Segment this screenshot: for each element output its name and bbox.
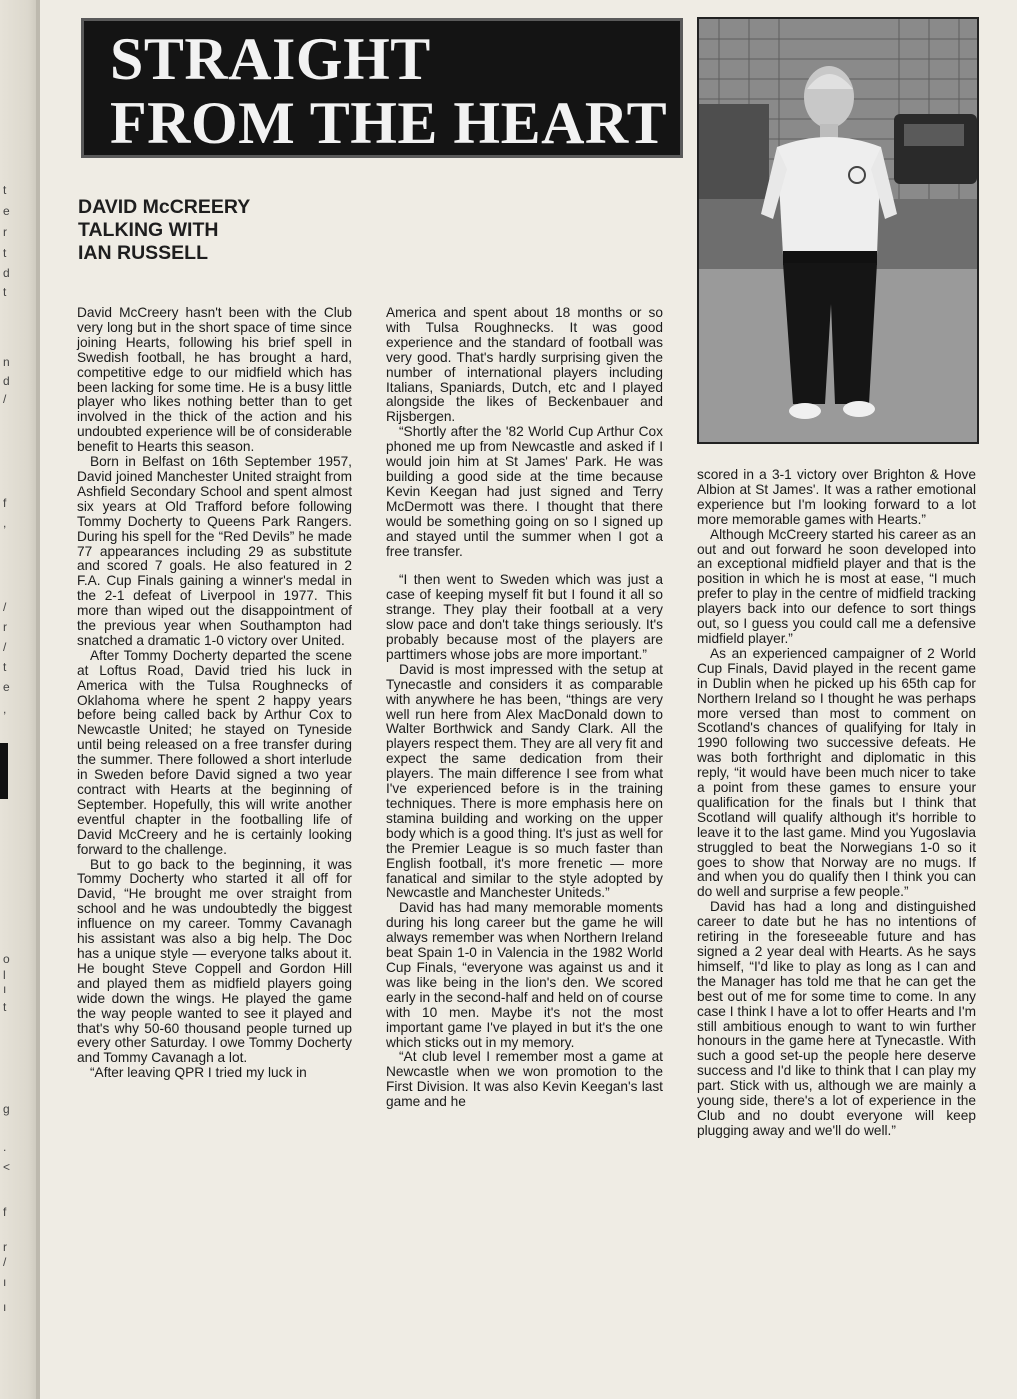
- article-column-1: [77, 306, 352, 1081]
- facing-page-letter: t: [3, 1000, 7, 1014]
- article-paragraph: America and spent about 18 months or so with Tulsa Roughnecks. It was good experience and the standard of football was very good. That's hardly surprising given the number of international players including Italians, Spaniards, Dutch, etc and I played alongside the likes of Beckenbauer and Rijsbergen.: [386, 305, 663, 425]
- facing-page-letter: /: [3, 600, 7, 614]
- article-column-2: [386, 306, 663, 1110]
- facing-page-letter: ,: [3, 516, 7, 530]
- facing-page-letter: .: [3, 1140, 7, 1154]
- binding-shadow: [36, 0, 40, 1399]
- facing-page-letter: r: [3, 1240, 7, 1254]
- article-paragraph: “I then went to Sweden which was just a case of keeping myself fit but I found it all so strange. They play their football at a very slow pace and don't take things seriously. It's probably because most of the players are parttimers whose jobs are more important.”: [386, 572, 663, 662]
- player-photo: [697, 17, 979, 444]
- facing-page-black-bar: [0, 743, 8, 799]
- facing-page-letter: ı: [3, 1300, 7, 1314]
- facing-page-letter: t: [3, 660, 7, 674]
- title-line-1: STRAIGHT: [110, 26, 431, 92]
- facing-page-letter: e: [3, 680, 10, 694]
- facing-page-letter: r: [3, 225, 7, 239]
- facing-page-letter: /: [3, 1255, 7, 1269]
- article-paragraph: As an experienced campaigner of 2 World Cup Finals, David played in the recent game in Dublin when he picked up his 65th cap for Northern Ireland so I thought he was perhaps more versed than most to comment on Scotland's chances of qualifying for Italy in 1990 following two successive defeats. He was both forthright and diplomatic in this reply, “it would have been much nicer to take a point from these games to ensure your qualification for the finals but I think that Scotland will qualify although it's horrible to leave it to the last game. Mind you Yugoslavia struggled to beat the Norwegians 1-0 so it goes to show that Norway are no mugs. If and when you do qualify then I think you can do well and surprise a few people.”: [697, 645, 976, 900]
- facing-page-letter: o: [3, 952, 10, 966]
- byline-line: TALKING WITH: [78, 219, 219, 241]
- facing-page-letter: f: [3, 1205, 7, 1219]
- byline-line: IAN RUSSELL: [78, 242, 209, 264]
- article-paragraph: David has had many memorable moments during his long career but the game he will always remember was when Northern Ireland beat Spain 1-0 in Valencia in the 1982 World Cup Finals, “everyone was against us and it was like being in the lion's den. We scored early in the second-half and held on of course with 10 men. Maybe it's not the most important game I've played in but it's the one which sticks out in my memory.: [386, 900, 663, 1050]
- facing-page-letter: <: [3, 1160, 11, 1174]
- facing-page-letter: t: [3, 183, 7, 197]
- title-line-2: FROM THE HEART: [110, 90, 668, 156]
- byline-line: DAVID McCREERY: [78, 196, 251, 218]
- facing-page-letter: d: [3, 266, 10, 280]
- article-paragraph: David McCreery hasn't been with the Club very long but in the short space of time since joining Hearts, following his brief spell in Swedish football, he has brought a hard, competitive edge to our midfield which has been lacking for some time. He is a busy little player who likes nothing better than to get involved in the thick of the action and his undoubted experience will be of considerable benefit to Hearts this season.: [77, 305, 352, 455]
- facing-page-letter: ı: [3, 1275, 7, 1289]
- facing-page-letter: ,: [3, 702, 7, 716]
- facing-page-letter: f: [3, 496, 7, 510]
- byline: [78, 196, 378, 265]
- facing-page-letter: g: [3, 1102, 10, 1116]
- article-paragraph: “After leaving QPR I tried my luck in: [90, 1065, 307, 1081]
- facing-page-letter: t: [3, 285, 7, 299]
- article-paragraph: But to go back to the beginning, it was Tommy Docherty who started it all off for David, “He brought me over straight from school and he was undoubtedly the biggest influence on my career. Tommy Cavanagh his assistant was also a big help. The Doc has a unique style — everyone talks about it. He bought Steve Coppell and Gordon Hill and played them as midfield players going wide down the wings. He played the game the way people wanted to see it played and that's why 50-60 thousand people turned up every other Saturday. I owe Tommy Docherty and Tommy Cavanagh a lot.: [77, 856, 352, 1066]
- facing-page-letter: t: [3, 246, 7, 260]
- facing-page-letter: ı: [3, 982, 7, 996]
- facing-page-letter: e: [3, 204, 10, 218]
- article-paragraph: Although McCreery started his career as an out and out forward he soon developed into an exceptional midfield player and that is the position in which he is most at ease, “I much prefer to play in the centre of midfield tracking players back into our defence to sort things out, so I guess you could call me a defensive midfield player.”: [697, 526, 976, 646]
- facing-page-letter: /: [3, 640, 7, 654]
- article-paragraph: scored in a 3-1 victory over Brighton & Hove Albion at St James'. It was a rather emotional experience but I'm looking forward to a lot more memorable games with Hearts.”: [697, 467, 976, 527]
- facing-page-letter: r: [3, 620, 7, 634]
- title-banner: [81, 18, 683, 158]
- facing-page-letter: /: [3, 392, 7, 406]
- facing-page-letter: l: [3, 968, 6, 982]
- article-paragraph: “Shortly after the '82 World Cup Arthur Cox phoned me up from Newcastle and asked if I would join him at St James' Park. He was building a good side at the time because Kevin Keegan had just signed and Terry McDermott was there. I thought that there would be something going on so I signed up and stayed until the summer when I got a free transfer.: [386, 424, 663, 559]
- article-paragraph: Born in Belfast on 16th September 1957, David joined Manchester United straight from Ashfield Secondary School and spent almost six years at Old Trafford before following Tommy Docherty to Queens Park Rangers. During his spell for the “Red Devils” he made 77 appearances including 29 as substitute and scored 7 goals. He also featured in 2 F.A. Cup Finals gaining a winner's medal in the 2-1 defeat of Liverpool in 1977. This more than wiped out the disappointment of the previous year when Southampton had snatched a dramatic 1-0 victory over United.: [77, 454, 352, 648]
- article-column-3: [697, 468, 976, 1139]
- facing-page-letter: n: [3, 355, 10, 369]
- article-paragraph: David has had a long and distinguished career to date but he has no intentions of retiring in the foreseeable future and has signed a 2 year deal with Hearts. As he says himself, “I'd like to play as long as I can and the Manager has told me that he can get the best out of me for some time to come. In any case I think I have a lot to offer Hearts and I'm still ambitious enough to want to win further honours in the game here at Tynecastle. With such a good set-up the people here deserve success and I'd like to think that I can play my part. Stick with us, although we are mainly a young side, there's a lot of experience in the Club and no doubt everyone will keep plugging away and we'll do well.”: [697, 899, 976, 1138]
- player-photo-illustration: [699, 19, 977, 442]
- article-paragraph: “At club level I remember most a game at Newcastle when we won promotion to the First Division. It was also Kevin Keegan's last game and he: [386, 1049, 663, 1110]
- article-paragraph: David is most impressed with the setup at Tynecastle and considers it as comparable with anywhere he has been, “things are very well run here from Alex MacDonald down to Walter Borthwick and Sandy Clark. All the players respect them. They are all very fit and expect the same dedication from their players. The main difference I see from what I've experienced before is in the training techniques. There is more emphasis here on stamina building and working on the upper body which is a good thing. It's just as well for the Premier League is so much faster than English football, it's more frenetic — more fanatical and similar to the style adopted by Newcastle and Manchester Uniteds.”: [386, 661, 663, 901]
- facing-page-letter: d: [3, 374, 10, 388]
- article-paragraph: After Tommy Docherty departed the scene at Loftus Road, David tried his luck in America with the Tulsa Roughnecks of Oklahoma where he spent 2 happy years before being called back by Arthur Cox to Newcastle United; he stayed on Tyneside until being released on a free transfer during the summer. There followed a short interlude in Sweden before David signed a two year contract with Hearts at the beginning of September. Hopefully, this will write another eventful chapter in the footballing life of David McCreery and he is certainly looking forward to the challenge.: [77, 647, 352, 857]
